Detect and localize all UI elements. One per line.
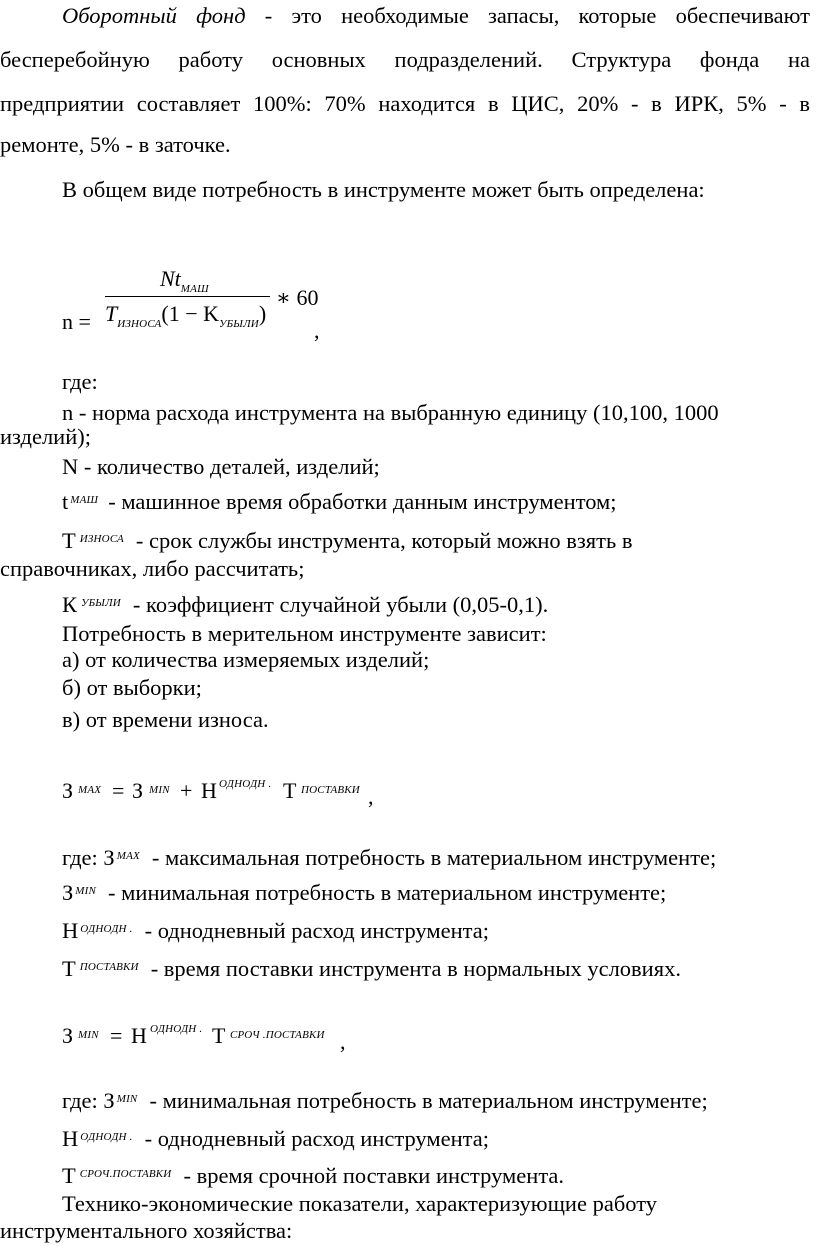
tech-econ-line-1: Технико-экономические показатели, характеризующие работу <box>62 1191 658 1216</box>
formula-2-eq: = <box>112 778 125 803</box>
def3-t-symbol: Т <box>62 1163 76 1188</box>
def3-t-text: - время срочной поставки инструмента. <box>183 1163 565 1188</box>
def-t-delivery-sub: ПОСТАВКИ <box>79 961 139 973</box>
def-N: N - количество деталей, изделий; <box>62 454 380 479</box>
formula-3-Z: З <box>62 1023 74 1048</box>
formula-2-min-sub: MIN <box>149 784 170 796</box>
def3-h-sub: ОДНОДН . <box>80 1131 133 1143</box>
measuring-intro: Потребность в мерительном инструменте зависит: <box>62 621 547 646</box>
formula-1-den-close: ) <box>258 301 267 326</box>
formula-1-num-N: Nt <box>160 266 181 291</box>
formula-3-urgent-sub: СРОЧ .ПОСТАВКИ <box>230 1029 325 1041</box>
def3-h-symbol: Н <box>62 1126 79 1151</box>
intro-line-4: ремонте, 5% - в заточке. <box>0 132 231 157</box>
formula-2-plus: + <box>180 778 193 803</box>
def-t-text: - машинное время обработки данным инструментом; <box>108 489 617 514</box>
def-h-oneday <box>62 918 489 948</box>
formula-3-H: Н <box>131 1023 147 1048</box>
def-h-symbol: Н <box>62 918 79 943</box>
def3-t-sub: СРОЧ.ПОСТАВКИ <box>79 1168 172 1180</box>
def-t-delivery <box>62 956 681 986</box>
def-zmin-sub: MIN <box>75 885 97 897</box>
def-h-sub: ОДНОДН . <box>80 923 133 935</box>
formula-3-min-sub: MIN <box>78 1029 99 1041</box>
formula-2-H: Н <box>201 778 217 803</box>
def-T-sub: ИЗНОСА <box>79 533 124 545</box>
intro-line-1 <box>62 3 810 29</box>
intro-line-1-rest: - это необходимые запасы, которые обеспечивают <box>245 3 811 28</box>
def-h-text: - однодневный расход инструмента; <box>144 918 489 943</box>
general-demand-text: В общем виде потребность в инструменте может быть определена: <box>62 177 705 202</box>
formula-1-denominator <box>105 301 267 330</box>
def3-t-urgent <box>62 1163 564 1193</box>
def-n-line-2: изделий); <box>0 424 92 449</box>
def-t-delivery-text: - время поставки инструмента в нормальных условиях. <box>150 956 681 981</box>
formula-2-T: Т <box>283 778 297 803</box>
formula-1-den-sub2: УБЫЛИ <box>219 318 259 330</box>
def-T-symbol: Т <box>62 528 76 553</box>
def-zmax-sub: MAX <box>116 850 140 862</box>
def-zmin-text: - минимальная потребность в материальном инструменте; <box>108 880 667 905</box>
formula-1-comma: , <box>314 318 320 343</box>
def-t-mash <box>62 489 617 519</box>
def3-h-text: - однодневный расход инструмента; <box>144 1126 489 1151</box>
def-K-symbol: К <box>62 592 78 617</box>
formula-3-comma: , <box>340 1029 346 1054</box>
formula-2-comma: , <box>368 784 374 809</box>
def-t-sub: МАШ <box>70 494 99 506</box>
formula-1-lhs: n = <box>62 309 91 334</box>
def-T-iznosa-1 <box>62 528 633 558</box>
measuring-item-a: а) от количества измеряемых изделий; <box>62 647 430 672</box>
measuring-item-b: б) от выборки; <box>62 675 202 700</box>
def-t-symbol: t <box>62 489 69 514</box>
def3-zmin-sub: MIN <box>116 1093 138 1105</box>
def-zmax <box>62 845 716 875</box>
formula-2-max-sub: MAX <box>78 784 102 796</box>
def-zmax-symbol: З <box>103 845 115 870</box>
formula-3-T: Т <box>212 1023 226 1048</box>
def3-zmin-text: - минимальная потребность в материальном инструменте; <box>149 1088 708 1113</box>
formula-1-num-sub: МАШ <box>180 283 209 295</box>
def3-h-oneday <box>62 1126 489 1156</box>
defs-1-where: где: <box>62 369 98 394</box>
intro-line-2: бесперебойную работу основных подразделений. Структура фонда на <box>0 47 810 72</box>
def-T-text-1: - срок службы инструмента, который можно взять в <box>135 528 633 553</box>
def-K-ubyli <box>62 592 548 622</box>
defs-2-where: где: <box>62 845 98 870</box>
formula-3-oneday-sub: ОДНОДН . <box>150 1023 203 1035</box>
def-T-iznosa-2: справочниках, либо рассчитать; <box>0 556 305 581</box>
def-t-delivery-symbol: Т <box>62 956 76 981</box>
formula-1-den-sub1: ИЗНОСА <box>117 318 162 330</box>
formula-1-multiplier: ∗ 60 <box>276 285 319 310</box>
formula-1-den-T: T <box>105 301 118 326</box>
def-K-text: - коэффициент случайной убыли (0,05-0,1). <box>132 592 549 617</box>
formula-1-fraction-bar <box>105 296 270 297</box>
formula-2-delivery-sub: ПОСТАВКИ <box>301 784 360 796</box>
def-zmin <box>62 880 666 910</box>
def3-zmin-symbol: З <box>103 1088 115 1113</box>
formula-3-eq: = <box>110 1023 123 1048</box>
def-zmin-symbol: З <box>62 880 74 905</box>
formula-2-oneday-sub: ОДНОДН . <box>219 778 272 790</box>
def-zmax-text: - максимальная потребность в материальном инструменте; <box>151 845 717 870</box>
def-K-sub: УБЫЛИ <box>81 597 121 609</box>
def-n-line-1: n - норма расхода инструмента на выбранную единицу (10,100, 1000 <box>62 400 719 425</box>
intro-line-3: предприятии составляет 100%: 70% находится в ЦИС, 20% - в ИРК, 5% - в <box>0 91 810 116</box>
tech-econ-line-2: инструментального хозяйства: <box>0 1218 293 1243</box>
formula-1-den-mid: (1 − K <box>161 301 219 326</box>
def3-zmin <box>62 1088 708 1118</box>
measuring-item-c: в) от времени износа. <box>62 707 269 732</box>
defs-3-where: где: <box>62 1088 98 1113</box>
formula-1-numerator <box>160 266 209 295</box>
term-oborotny-fond: Оборотный фонд <box>62 3 246 28</box>
formula-2-Z: З <box>62 778 74 803</box>
formula-2-Z2: З <box>132 778 144 803</box>
